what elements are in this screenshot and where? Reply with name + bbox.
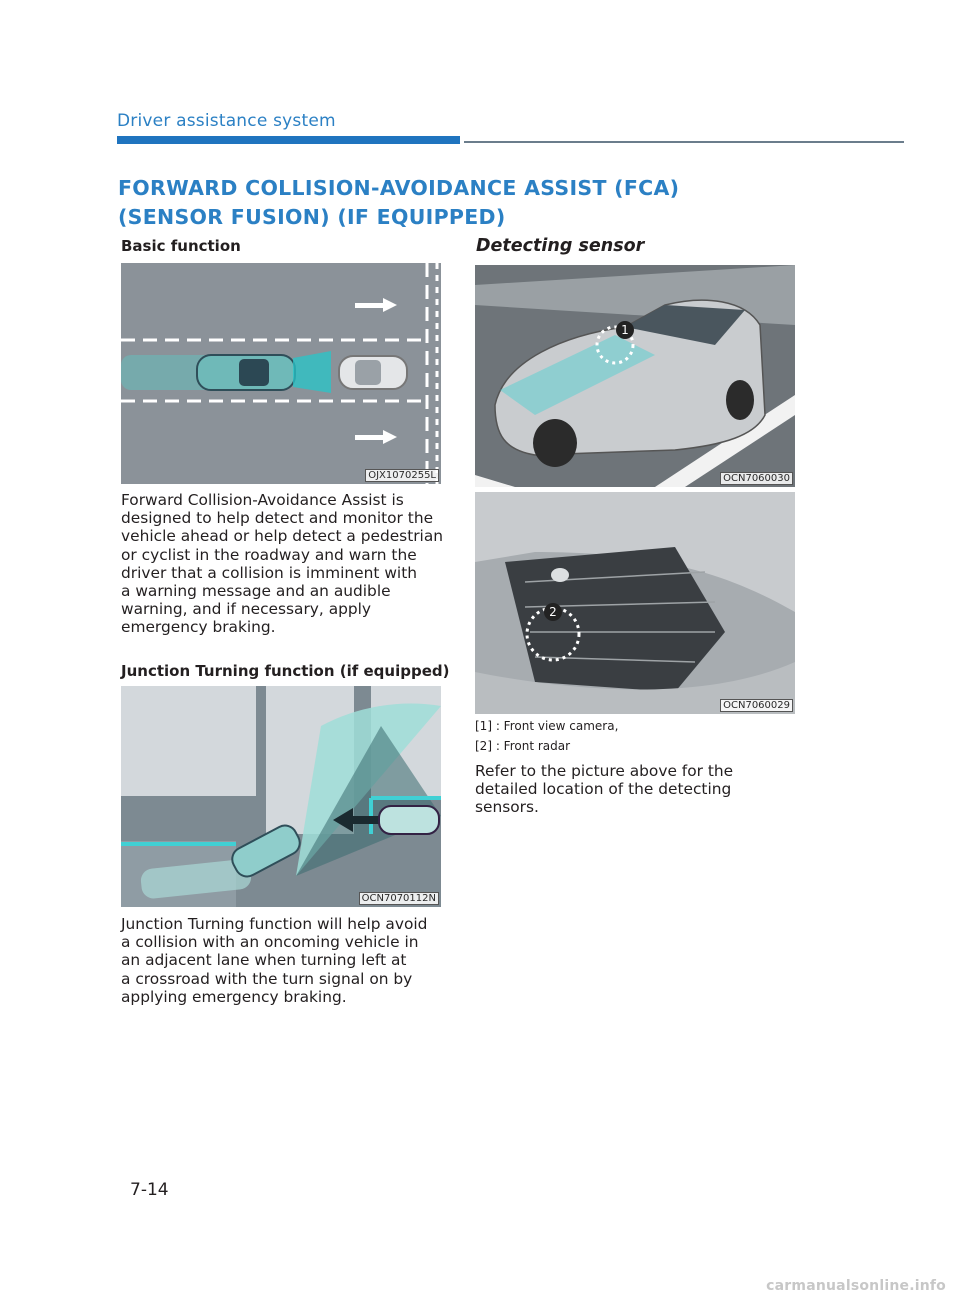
text-line: a collision with an oncoming vehicle in (121, 933, 419, 952)
road-diagram-icon (121, 263, 441, 484)
junction-turning-text (121, 915, 451, 1006)
text-line: applying emergency braking. (121, 987, 347, 1006)
junction-diagram-icon (121, 686, 441, 907)
header-bar-accent (117, 136, 460, 144)
text-line: an adjacent lane when turning left at (121, 951, 407, 970)
marker-1: 1 (621, 323, 629, 337)
image-code: OCN7060029 (720, 699, 793, 712)
text-line: driver that a collision is imminent with (121, 563, 417, 582)
car-radar-icon (475, 492, 795, 714)
detecting-sensor-heading: Detecting sensor (476, 236, 645, 256)
page-number: 7-14 (130, 1180, 169, 1200)
text-line: a crossroad with the turn signal on by (121, 969, 413, 988)
text-line: designed to help detect and monitor the (121, 509, 434, 528)
refer-text (475, 762, 805, 817)
image-code: OJX1070255L (365, 469, 439, 482)
basic-function-image (121, 263, 441, 484)
text-line: a warning message and an audible (121, 582, 391, 601)
text-line: sensors. (475, 798, 539, 817)
text-line: emergency braking. (121, 618, 276, 637)
caption-front-radar: [2] : Front radar (475, 739, 571, 753)
image-code: OCN7070112N (359, 892, 439, 905)
text-line: Forward Collision-Avoidance Assist is (121, 491, 404, 509)
page-title-line-2: (SENSOR FUSION) (IF EQUIPPED) (118, 205, 506, 229)
junction-turning-image (121, 686, 441, 907)
basic-function-text (121, 491, 451, 637)
car-camera-icon (475, 265, 795, 487)
basic-function-heading: Basic function (121, 237, 241, 255)
text-line: vehicle ahead or help detect a pedestrian (121, 527, 444, 546)
caption-front-camera: [1] : Front view camera, (475, 719, 619, 733)
page-title-line-1: FORWARD COLLISION-AVOIDANCE ASSIST (FCA) (118, 176, 680, 200)
header-bar-rule (464, 141, 904, 143)
section-header: Driver assistance system (117, 111, 336, 131)
marker-2: 2 (549, 605, 557, 619)
text-line: warning, and if necessary, apply (121, 600, 372, 619)
image-code: OCN7060030 (720, 472, 793, 485)
front-camera-image (475, 265, 795, 487)
junction-turning-heading: Junction Turning function (if equipped) (121, 662, 450, 680)
text-line: or cyclist in the roadway and warn the (121, 545, 417, 564)
front-radar-image (475, 492, 795, 714)
text-line: Junction Turning function will help avoid (121, 915, 428, 933)
text-line: Refer to the picture above for the (475, 762, 734, 780)
watermark-footer: carmanualsonline.info (766, 1278, 946, 1294)
text-line: detailed location of the detecting (475, 780, 732, 799)
